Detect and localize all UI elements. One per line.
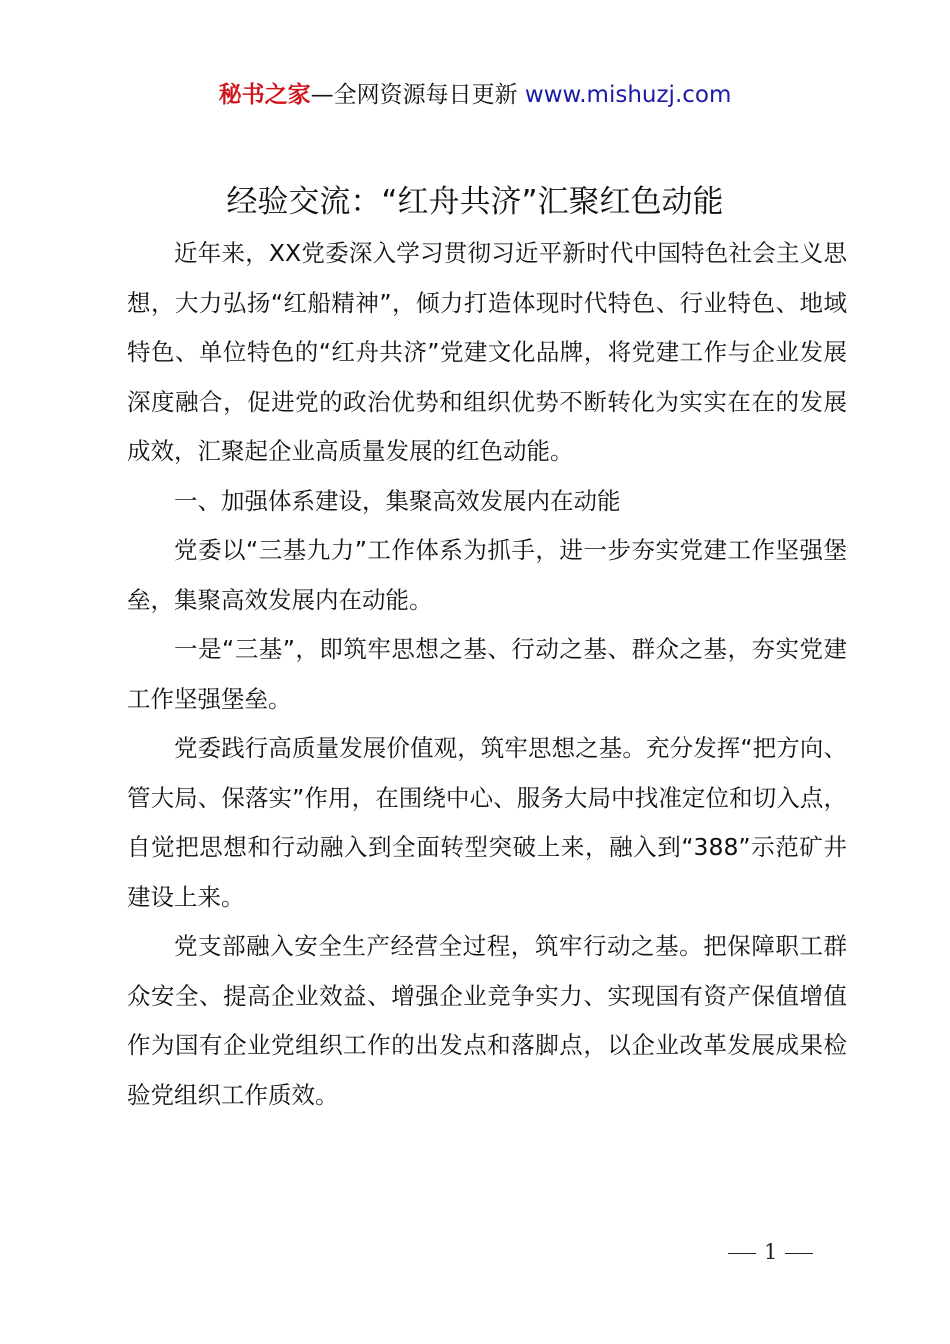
paragraph: 党委践行高质量发展价值观，筑牢思想之基。充分发挥“把方向、管大局、保落实”作用，在围绕中心、服务大局中找准定位和切入点，自觉把思想和行动融入到全面转型突破上来，融入到“388”示范矿井建设上来。 [127, 734, 847, 911]
paragraph: 党支部融入安全生产经营全过程，筑牢行动之基。把保障职工群众安全、提高企业效益、增强企业竞争实力、实现国有资产保值增值作为国有企业党组织工作的出发点和落脚点，以企业改革发展成果检验党组织工作质效。 [127, 932, 847, 1109]
header-tagline: —全网资源每日更新 [310, 82, 518, 108]
document-body [127, 229, 847, 1120]
paragraph-intro: 近年来，XX党委深入学习贯彻习近平新时代中国特色社会主义思想，大力弘扬“红船精神”，倾力打造体现时代特色、行业特色、地域特色、单位特色的“红舟共济”党建文化品牌，将党建工作与企业发展深度融合，促进党的政治优势和组织优势不断转化为实实在在的发展成效，汇聚起企业高质量发展的红色动能。 [127, 239, 847, 465]
page-footer [720, 1237, 821, 1267]
footer-dash-right [785, 1253, 813, 1254]
page-number: 1 [764, 1240, 778, 1264]
paragraph: 一是“三基”，即筑牢思想之基、行动之基、群众之基，夯实党建工作坚强堡垒。 [127, 635, 847, 713]
footer-dash-left [728, 1253, 756, 1254]
site-url-link[interactable]: www.mishuzj.com [524, 82, 732, 108]
document-title: 经验交流：“红舟共济”汇聚红色动能 [226, 184, 724, 220]
site-header [0, 78, 950, 112]
brand-name: 秘书之家 [218, 82, 311, 108]
paragraph: 党委以“三基九力”工作体系为抓手，进一步夯实党建工作坚强堡垒，集聚高效发展内在动能。 [127, 536, 847, 614]
section-heading: 一、加强体系建设，集聚高效发展内在动能 [174, 486, 621, 515]
